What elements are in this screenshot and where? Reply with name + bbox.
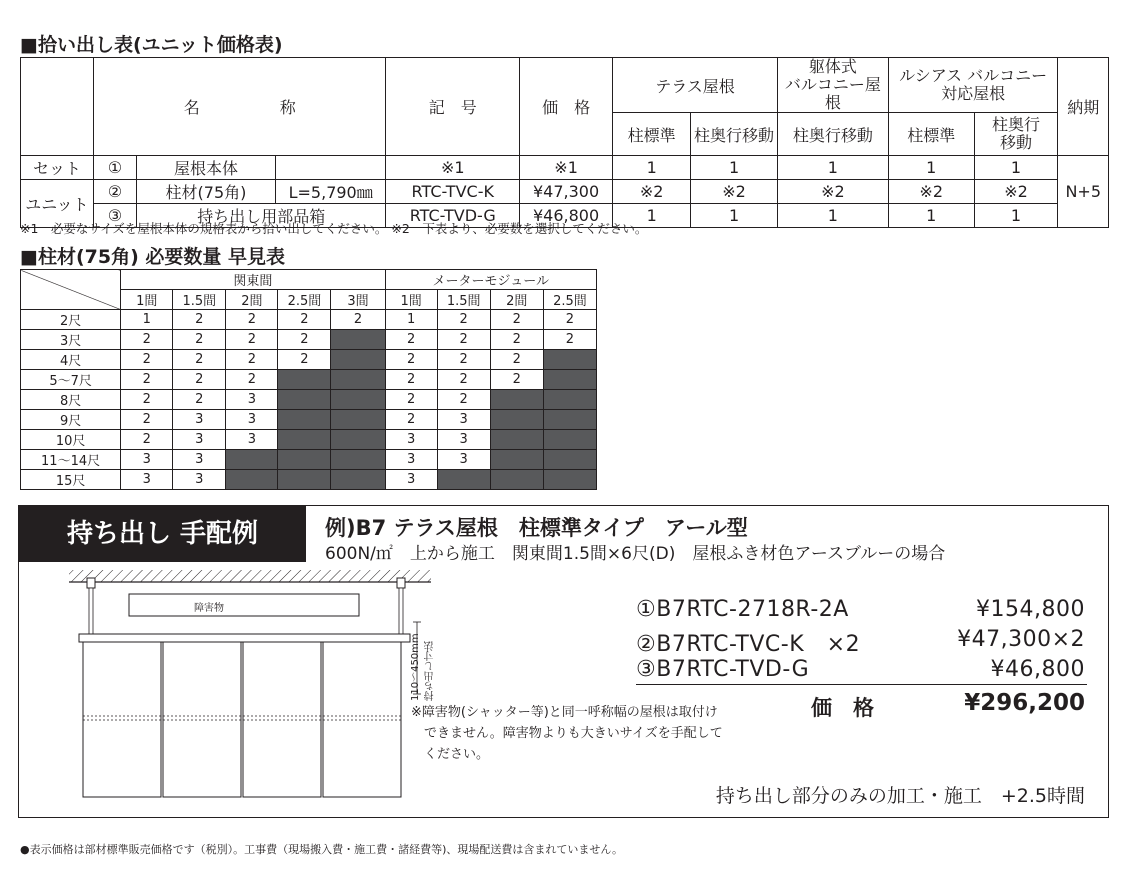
- header-code: 記 号: [386, 58, 520, 156]
- not-applicable-cell: [278, 370, 331, 390]
- corner-cell: [21, 270, 121, 310]
- row-group: セット: [21, 156, 94, 180]
- row-value: 1: [613, 204, 691, 228]
- quantity-cell: 2: [121, 350, 173, 370]
- bottom-note: ●表示価格は部材標準販売価格です（税別）。工事費（現場搬入費・施工費・諸経費等)、現場配送費は含まれていません。: [20, 843, 624, 856]
- quantity-cell: 2: [437, 310, 490, 330]
- not-applicable-cell: [490, 470, 543, 490]
- not-applicable-cell: [543, 430, 596, 450]
- quantity-cell: 2: [331, 310, 385, 330]
- table-row: [21, 390, 597, 410]
- dimension-label: [424, 611, 438, 701]
- quantity-cell: 1: [385, 310, 437, 330]
- quantity-cell: 2: [278, 350, 331, 370]
- sub-header: 柱標準: [613, 113, 691, 156]
- line-item: ②B7RTC-TVC-K ×2: [636, 632, 861, 657]
- quantity-cell: 3: [385, 450, 437, 470]
- quantity-cell: 2: [173, 390, 226, 410]
- section-title-pillar-quantity: ■柱材(75角) 必要数量 早見表: [20, 246, 285, 268]
- quantity-cell: 2: [121, 410, 173, 430]
- not-applicable-cell: [490, 450, 543, 470]
- obstacle-box: [129, 594, 359, 616]
- not-applicable-cell: [278, 470, 331, 490]
- row-value: 1: [613, 156, 691, 180]
- row-label: 11～14尺: [21, 450, 121, 470]
- row-value: ※2: [777, 180, 888, 204]
- col-header: 1間: [121, 290, 173, 310]
- not-applicable-cell: [331, 450, 385, 470]
- not-applicable-cell: [490, 430, 543, 450]
- row-no: ③: [93, 204, 136, 228]
- row-value: 1: [691, 204, 778, 228]
- row-price: ¥46,800: [520, 204, 613, 228]
- quantity-cell: 2: [173, 330, 226, 350]
- row-value: 1: [974, 156, 1058, 180]
- quantity-cell: 3: [173, 430, 226, 450]
- quantity-cell: 2: [385, 390, 437, 410]
- table-row: [21, 430, 597, 450]
- quantity-cell: 3: [173, 470, 226, 490]
- sub-header: 柱奥行 移動: [974, 113, 1058, 156]
- total-label: 価 格: [811, 696, 874, 720]
- row-code: RTC-TVC-K: [386, 180, 520, 204]
- example-title: 例)B7 テラス屋根 柱標準タイプ アール型: [325, 516, 748, 540]
- quantity-cell: 3: [437, 430, 490, 450]
- quantity-cell: 2: [490, 310, 543, 330]
- table-row: [21, 180, 1109, 204]
- not-applicable-cell: [543, 410, 596, 430]
- quantity-cell: 2: [385, 330, 437, 350]
- row-size: L=5,790㎜: [275, 180, 386, 204]
- row-label: 3尺: [21, 330, 121, 350]
- col-header: 3間: [331, 290, 385, 310]
- quantity-cell: 3: [385, 470, 437, 490]
- quantity-cell: 3: [437, 410, 490, 430]
- quantity-cell: 2: [490, 330, 543, 350]
- quantity-cell: 3: [226, 390, 278, 410]
- not-applicable-cell: [278, 410, 331, 430]
- quantity-cell: 3: [121, 450, 173, 470]
- not-applicable-cell: [331, 430, 385, 450]
- quantity-cell: 2: [226, 350, 278, 370]
- not-applicable-cell: [543, 450, 596, 470]
- not-applicable-cell: [543, 470, 596, 490]
- example-banner: 持ち出し 手配例: [19, 506, 306, 562]
- extra-work-note: 持ち出し部分のみの加工・施工 +2.5時間: [715, 785, 1085, 807]
- not-applicable-cell: [543, 370, 596, 390]
- quantity-cell: 2: [437, 330, 490, 350]
- row-label: 8尺: [21, 390, 121, 410]
- not-applicable-cell: [278, 450, 331, 470]
- col-header: 2間: [490, 290, 543, 310]
- row-name: 持ち出し用部品箱: [136, 204, 385, 228]
- row-value: 1: [777, 156, 888, 180]
- quantity-cell: 3: [173, 450, 226, 470]
- col-header: 1間: [385, 290, 437, 310]
- total-divider: [636, 684, 1087, 685]
- row-value: 1: [777, 204, 888, 228]
- col-header: 1.5間: [173, 290, 226, 310]
- row-value: ※2: [888, 180, 974, 204]
- quantity-cell: 2: [490, 370, 543, 390]
- sub-header: 柱標準: [888, 113, 974, 156]
- col-header: 2間: [226, 290, 278, 310]
- obstacle-label: 障害物: [194, 603, 224, 614]
- row-code: ※1: [386, 156, 520, 180]
- quantity-cell: 3: [173, 410, 226, 430]
- quantity-cell: 2: [437, 350, 490, 370]
- not-applicable-cell: [331, 350, 385, 370]
- header-lusias: ルシアス バルコニー 対応屋根: [888, 58, 1058, 113]
- not-applicable-cell: [226, 450, 278, 470]
- row-code: RTC-TVD-G: [386, 204, 520, 228]
- not-applicable-cell: [543, 390, 596, 410]
- not-applicable-cell: [543, 350, 596, 370]
- quantity-cell: 2: [121, 370, 173, 390]
- quantity-cell: 3: [437, 450, 490, 470]
- dimension-value: 110～450mm: [410, 633, 421, 701]
- row-group: ユニット: [21, 180, 94, 228]
- not-applicable-cell: [490, 390, 543, 410]
- row-label: 5～7尺: [21, 370, 121, 390]
- quantity-cell: 2: [437, 390, 490, 410]
- quantity-cell: 1: [121, 310, 173, 330]
- table-row: [21, 350, 597, 370]
- row-price: ※1: [520, 156, 613, 180]
- not-applicable-cell: [331, 330, 385, 350]
- nouki-value: N+5: [1058, 156, 1109, 228]
- quantity-cell: 3: [121, 470, 173, 490]
- pillar-quantity-table: [20, 269, 597, 490]
- not-applicable-cell: [437, 470, 490, 490]
- table-row: [21, 410, 597, 430]
- row-size: [275, 156, 386, 180]
- obstacle-note: ※障害物(シャッター等)と同一呼称幅の屋根は取付け できません。障害物よりも大きいサイズを手配して ください。: [411, 705, 723, 762]
- quantity-cell: 2: [173, 370, 226, 390]
- col-header: 1.5間: [437, 290, 490, 310]
- quantity-cell: 2: [121, 390, 173, 410]
- total-price: ¥296,200: [964, 690, 1085, 716]
- quantity-cell: 2: [278, 310, 331, 330]
- row-no: ②: [93, 180, 136, 204]
- quantity-cell: 2: [437, 370, 490, 390]
- wall-ceiling: [69, 570, 431, 582]
- header-terrace: テラス屋根: [613, 58, 778, 113]
- row-value: 1: [888, 156, 974, 180]
- quantity-cell: 3: [385, 430, 437, 450]
- sub-header: 柱奥行移動: [777, 113, 888, 156]
- not-applicable-cell: [331, 390, 385, 410]
- unit-price-table: [20, 57, 1109, 228]
- quantity-cell: 2: [490, 350, 543, 370]
- table-row: [21, 470, 597, 490]
- row-value: 1: [691, 156, 778, 180]
- installation-diagram: [69, 564, 454, 809]
- quantity-cell: 2: [543, 310, 596, 330]
- row-label: 10尺: [21, 430, 121, 450]
- row-label: 9尺: [21, 410, 121, 430]
- row-price: ¥47,300: [520, 180, 613, 204]
- line-price: ¥154,800: [976, 597, 1085, 622]
- dimension-name: 持ち出し寸法: [425, 641, 436, 701]
- row-label: 2尺: [21, 310, 121, 330]
- not-applicable-cell: [226, 470, 278, 490]
- col-header: 2.5間: [278, 290, 331, 310]
- not-applicable-cell: [331, 410, 385, 430]
- not-applicable-cell: [278, 390, 331, 410]
- row-value: 1: [974, 204, 1058, 228]
- header-price: 価 格: [520, 58, 613, 156]
- table-row: [21, 310, 597, 330]
- row-name: 柱材(75角): [136, 180, 275, 204]
- quantity-cell: 2: [226, 330, 278, 350]
- row-value: 1: [888, 204, 974, 228]
- quantity-cell: 2: [278, 330, 331, 350]
- line-item: ①B7RTC-2718R-2A: [636, 597, 849, 622]
- row-value: ※2: [613, 180, 691, 204]
- table-row: [21, 156, 1109, 180]
- table-row: [21, 330, 597, 350]
- quantity-cell: 2: [173, 310, 226, 330]
- quantity-cell: 2: [543, 330, 596, 350]
- not-applicable-cell: [278, 430, 331, 450]
- quantity-cell: 3: [226, 430, 278, 450]
- table-row: [21, 450, 597, 470]
- section-title-unit-price: ■拾い出し表(ユニット価格表): [20, 34, 283, 56]
- not-applicable-cell: [490, 410, 543, 430]
- group-meter: メーターモジュール: [385, 270, 596, 290]
- quantity-cell: 2: [173, 350, 226, 370]
- example-box: [18, 505, 1109, 818]
- header-nouki: 納期: [1058, 58, 1109, 156]
- quantity-cell: 2: [226, 370, 278, 390]
- table-row: [21, 370, 597, 390]
- col-header: 2.5間: [543, 290, 596, 310]
- quantity-cell: 2: [385, 350, 437, 370]
- quantity-cell: 2: [385, 370, 437, 390]
- quantity-cell: 2: [121, 430, 173, 450]
- example-subtitle: 600N/㎡ 上から施工 関東間1.5間×6尺(D) 屋根ふき材色アースブルーの場合: [325, 544, 946, 564]
- header-kutai: 躯体式 バルコニー屋根: [777, 58, 888, 113]
- quantity-cell: 2: [226, 310, 278, 330]
- line-price: ¥47,300×2: [957, 627, 1085, 652]
- quantity-cell: 2: [121, 330, 173, 350]
- row-no: ①: [93, 156, 136, 180]
- table-footnote: ※1 必要なサイズを屋根本体の規格表から拾い出してください。 ※2 下表より、必要数を選択してください。: [20, 221, 648, 236]
- row-name: 屋根本体: [136, 156, 275, 180]
- header-name: 名 称: [93, 58, 385, 156]
- line-item: ③B7RTC-TVD-G: [636, 657, 810, 682]
- row-value: ※2: [691, 180, 778, 204]
- not-applicable-cell: [331, 370, 385, 390]
- quantity-cell: 3: [226, 410, 278, 430]
- row-label: 15尺: [21, 470, 121, 490]
- group-kanto: 関東間: [121, 270, 385, 290]
- header-blank: [21, 58, 94, 156]
- sub-header: 柱奥行移動: [691, 113, 778, 156]
- row-value: ※2: [974, 180, 1058, 204]
- line-price: ¥46,800: [990, 657, 1085, 682]
- row-label: 4尺: [21, 350, 121, 370]
- quantity-cell: 2: [385, 410, 437, 430]
- not-applicable-cell: [331, 470, 385, 490]
